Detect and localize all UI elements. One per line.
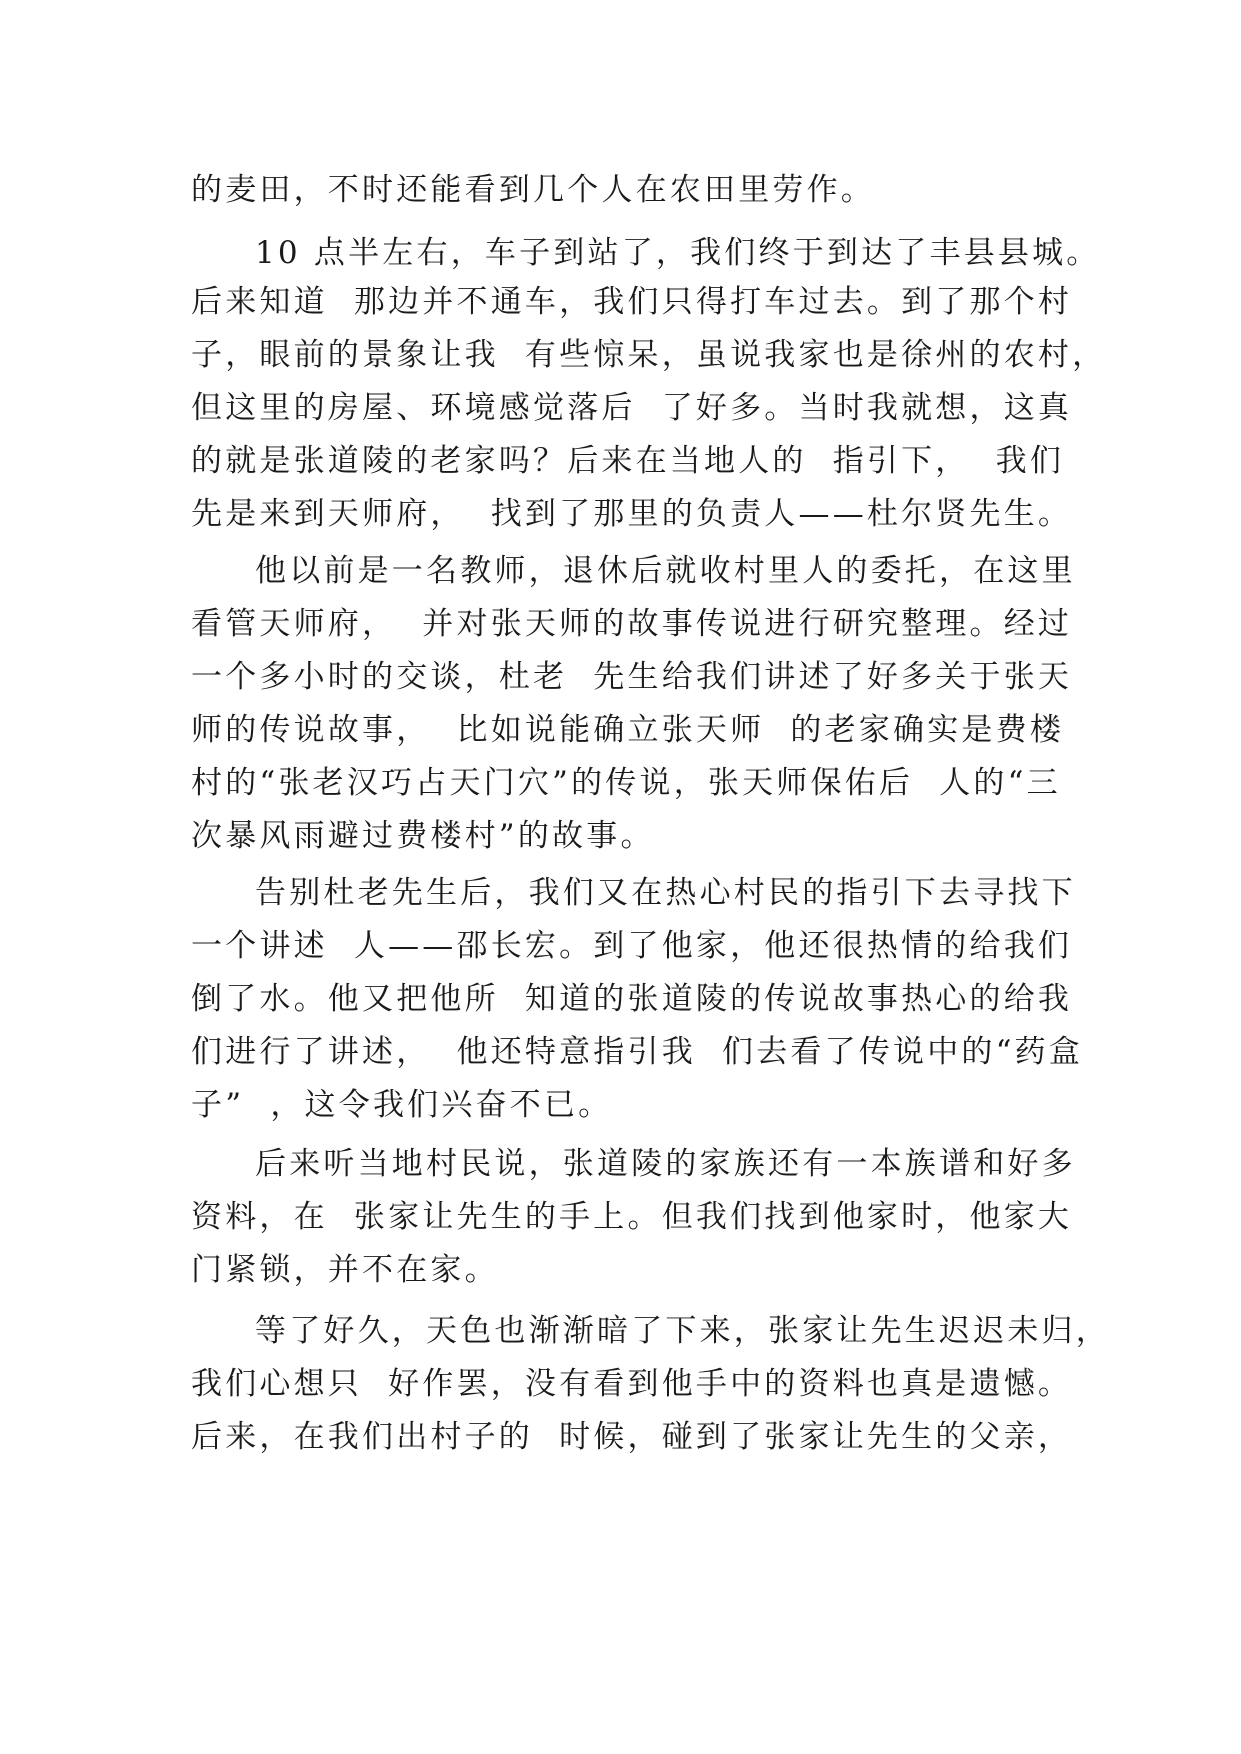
text-line: 的就是张道陵的老家吗？后来在当地人的 指引下， 我们 <box>191 443 1065 479</box>
text-line: 看管天师府， 并对张天师的故事传说进行研究整理。经过 <box>191 606 1073 642</box>
paragraph-start-line: 10 点半左右，车子到站了，我们终于到达了丰县县城。 <box>255 235 1101 271</box>
text-line: 一个讲述 人——邵长宏。到了他家，他还很热情的给我们 <box>191 928 1073 964</box>
paragraph-start-line: 后来听当地村民说，张道陵的家族还有一本族谱和好多 <box>255 1146 1076 1182</box>
text-line: 但这里的房屋、环境感觉落后 了好多。当时我就想，这真 <box>191 390 1073 426</box>
text-line: 一个多小时的交谈，杜老 先生给我们讲述了好多关于张天 <box>191 659 1073 695</box>
text-line: 村的“张老汉巧占天门穴”的传说，张天师保佑后 人的“三 <box>191 765 1061 801</box>
text-line: 资料，在 张家让先生的手上。但我们找到他家时，他家大 <box>191 1199 1073 1235</box>
text-line: 先是来到天师府， 找到了那里的负责人——杜尔贤先生。 <box>191 496 1073 532</box>
paragraph-start-line: 告别杜老先生后，我们又在热心村民的指引下去寻找下 <box>255 875 1076 911</box>
text-line: 我们心想只 好作罢，没有看到他手中的资料也真是遗憾。 <box>191 1366 1073 1402</box>
paragraph-start-line: 等了好久，天色也渐渐暗了下来，张家让先生迟迟未归， <box>255 1313 1110 1349</box>
text-line: 的麦田，不时还能看到几个人在农田里劳作。 <box>191 172 875 208</box>
text-line: 次暴风雨避过费楼村”的故事。 <box>191 818 655 854</box>
text-line: 师的传说故事， 比如说能确立张天师 的老家确实是费楼 <box>191 712 1065 748</box>
text-line: 子，眼前的景象让我 有些惊呆，虽说我家也是徐州的农村， <box>191 337 1107 373</box>
text-line: 后来，在我们出村子的 时候，碰到了张家让先生的父亲， <box>191 1419 1073 1455</box>
text-line: 倒了水。他又把他所 知道的张道陵的传说故事热心的给我 <box>191 981 1073 1017</box>
text-line: 后来知道 那边并不通车，我们只得打车过去。到了那个村 <box>191 284 1073 320</box>
text-line: 们进行了讲述， 他还特意指引我 们去看了传说中的“药盒 <box>191 1034 1084 1070</box>
text-line: 门紧锁，并不在家。 <box>191 1252 499 1288</box>
text-line: 子” ，这令我们兴奋不已。 <box>191 1087 613 1123</box>
paragraph-start-line: 他以前是一名教师，退休后就收村里人的委托，在这里 <box>255 553 1076 589</box>
